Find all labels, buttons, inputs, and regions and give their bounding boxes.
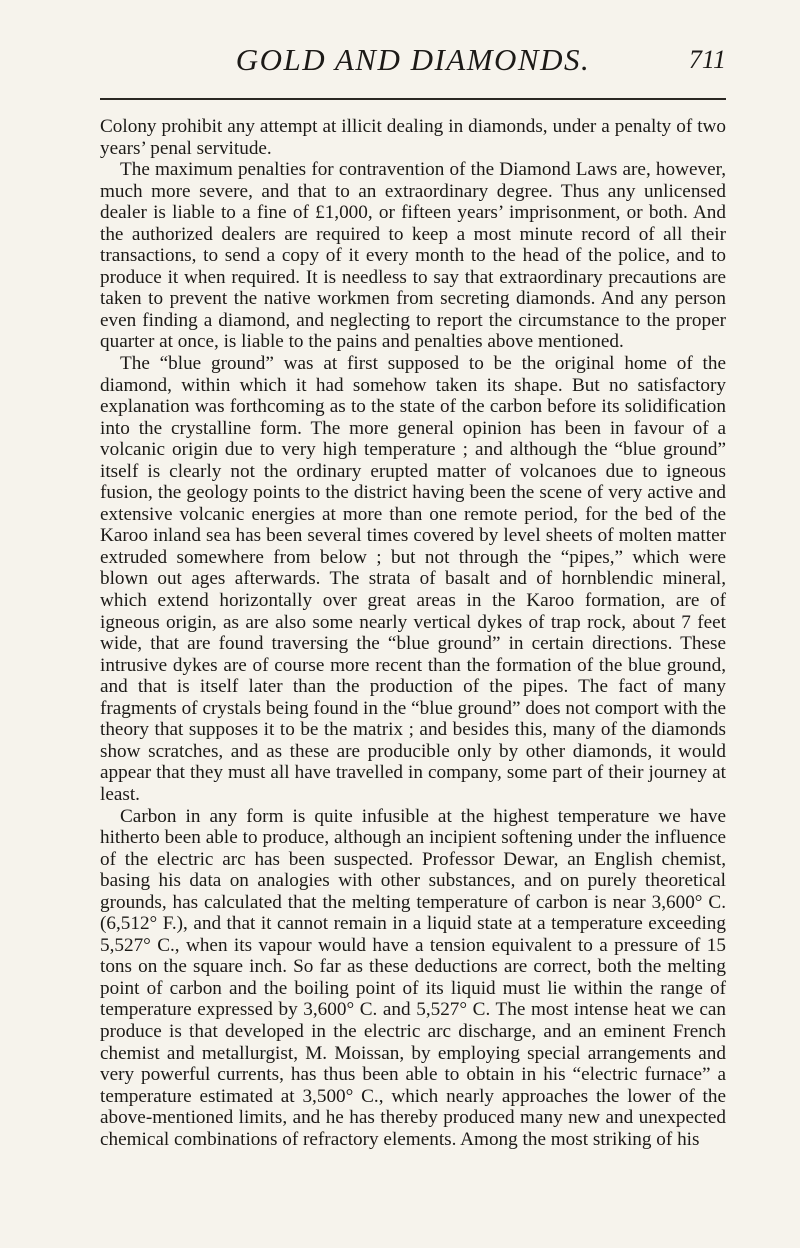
page-header — [100, 0, 726, 100]
paragraph-blue-ground: The “blue ground” was at first supposed to be the original home of the diamond, within which it had somehow taken its shape. But no satisfactory explanation was forthcoming as to the state of the carbon before its solidification into the crystalline form. The more general opinion has been in favour of a volcanic origin due to very high temperature ; and although the “blue ground” itself is clearly not the ordinary erupted matter of volcanoes due to igneous fusion, the geology points to the district having been the scene of very active and extensive volcanic energies at more than one remote period, for the bed of the Karoo inland sea has been several times covered by level sheets of molten matter extruded somewhere from below ; but not through the “pipes,” which were blown out ages afterwards. The strata of basalt and of hornblendic mineral, which extend horizontally over great areas in the Karoo formation, are of igneous origin, as are also some nearly vertical dykes of trap rock, about 7 feet wide, that are found traversing the “blue ground” in certain directions. These intrusive dykes are of course more recent than the formation of the blue ground, and that is itself later than the production of the pipes. The fact of many fragments of crystals being found in the “blue ground” does not comport with the theory that supposes it to be the matrix ; and besides this, many of the diamonds show scratches, and as these are producible only by other diamonds, it would appear that they must all have travelled in company, some part of their journey at least. — [100, 353, 726, 805]
running-title: GOLD AND DIAMONDS. — [235, 42, 591, 77]
paragraph-continuation: Colony prohibit any attempt at illicit dealing in diamonds, under a penalty of two years’ penal servitude. — [100, 116, 726, 159]
header-rule — [100, 98, 726, 100]
paragraph-carbon: Carbon in any form is quite infusible at the highest temperature we have hitherto been able to produce, although an incipient softening under the influence of the electric arc has been suspected. Professor Dewar, an English chemist, basing his data on analogies with other substances, and on purely theoretical grounds, has calculated that the melting temperature of carbon is near 3,600° C. (6,512° F.), and that it cannot remain in a liquid state at a temperature exceeding 5,527° C., when its vapour would have a tension equivalent to a pressure of 15 tons on the square inch. So far as these deductions are correct, both the melting point of carbon and the boiling point of its liquid must lie within the range of temperature expressed by 3,600° C. and 5,527° C. The most intense heat we can produce is that developed in the electric arc discharge, and an eminent French chemist and metallurgist, M. Moissan, by employing special arrangements and very powerful currents, has thus been able to obtain in his “electric furnace” a temperature estimated at 3,500° C., which nearly approaches the lower of the above-mentioned limits, and he has thereby produced many new and unexpected chemical combinations of refractory elements. Among the most striking of his — [100, 805, 726, 1150]
page-number: 711 — [688, 45, 726, 74]
paragraph-diamond-laws: The maximum penalties for contravention of the Diamond Laws are, however, much more severe, and that to an extraordinary degree. Thus any unlicensed dealer is liable to a fine of £1,000, or fifteen years’ imprisonment, or both. And the authorized dealers are required to keep a most minute record of all their transactions, to send a copy of it every month to the head of the police, and to produce it when required. It is needless to say that extraordinary precautions are taken to prevent the native workmen from secreting diamonds. And any person even finding a diamond, and neglecting to report the circumstance to the proper quarter at once, is liable to the pains and penalties above mentioned. — [100, 159, 726, 353]
body-text — [100, 116, 726, 1150]
